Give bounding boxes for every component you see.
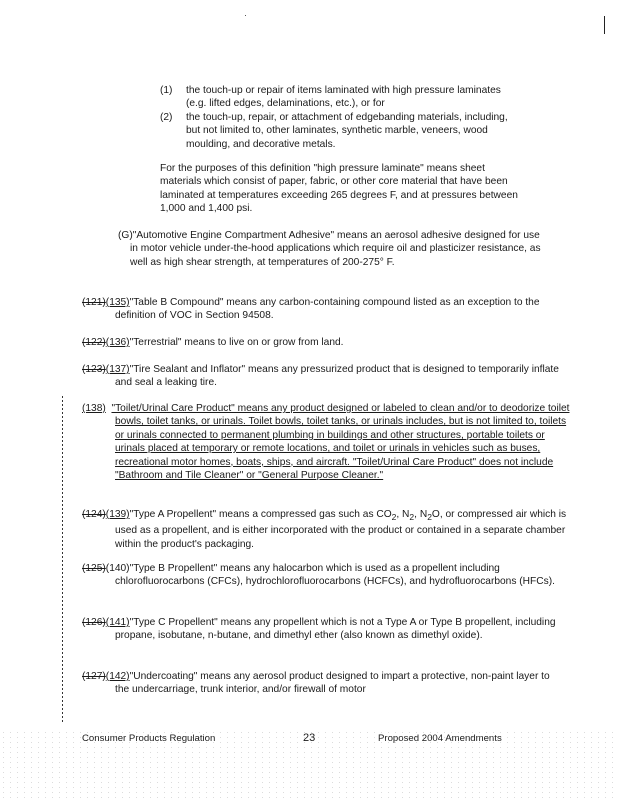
margin-mark [604,16,605,34]
definition-text: "Type C Propellent" means any propellent which is not a Type A or Type B propellent, including propane, isobutane, n-butane, and dimethyl ether (also known as dimethyl oxide). [115,617,556,642]
definition-text: "Undercoating" means any aerosol product designed to impart a protective, non-paint layer to the undercarriage, trunk interior, and/or firewall of motor [115,671,550,696]
deleted-number: (125) [82,563,106,574]
inserted-number: (137) [105,364,130,375]
definition-141 [82,616,563,643]
scan-noise [0,730,619,800]
deleted-number: (123) [82,364,106,375]
page-number: 23 [303,732,316,744]
definition-text: "Tire Sealant and Inflator" means any pressurized product that is designed to temporarily inflate and seal a leaking tire. [115,364,559,389]
definition-text: "Table B Compound" means any carbon-containing compound listed as an exception to the definition of VOC in Section 94508. [115,297,540,322]
definition-139 [82,508,571,551]
list-item [160,84,520,111]
subscript: 2 [409,512,415,523]
definition-text: , N [396,509,410,520]
new-number: (140) [105,563,130,574]
definition-140 [82,562,563,589]
definition-135 [82,296,563,323]
inserted-number: (135) [105,297,130,308]
inserted-number: (136) [105,337,130,348]
definition-text: "Type A Propellent" means a compressed gas such as CO [129,509,392,520]
list-item-text: the touch-up, repair, or attachment of edgebanding materials, including, but not limited to, other laminates, synthetic marble, veneers, wood moulding, and decorative metals. [186,111,508,150]
deleted-number: (124) [82,509,106,520]
definition-text: , N [414,509,428,520]
list-item-number: (2) [160,111,173,123]
scan-speck [245,15,246,16]
deleted-number: (121) [82,297,106,308]
footer-left: Consumer Products Regulation [82,733,216,744]
hpl-definition: For the purposes of this definition "high pressure laminate" means sheet materials which consist of paper, fabric, or other core material that have been laminated at temperatures exceeding 265 degrees F, and at pressures between 1,000 and 1,400 psi. [160,163,518,215]
inserted-number: (141) [105,617,130,628]
definition-137 [82,363,571,390]
deleted-number: (126) [82,617,106,628]
deleted-number: (122) [82,337,106,348]
subscript: 2 [391,512,397,523]
inserted-definition-text: "Toilet/Urinal Care Product" means any product designed or labeled to clean and/or to deodorize toilet bowls, toilet tanks, or urinals. Toilet bowls, toilet tanks, or urinals includes, but is not limited to, toilets or urinals connected to permanent plumbing in buildings and other structures, portable toilets or urinals placed at temporary or remote locations, and toilet or urinals in vehicles such as buses, recreational motor homes, boats, ships, and aircraft. "Toilet/Urinal Care Product" does not include "Bathroom and Tile Cleaner" or "General Purpose Cleaner." [111,403,570,482]
definition-text: "Terrestrial" means to live on or grow from land. [129,337,344,348]
list-item-number: (1) [160,85,173,96]
definition-136 [82,336,563,349]
item-g-paragraph: (G)"Automotive Engine Compartment Adhesive" means an aerosol adhesive designed for use in motor vehicle under-the-hood applications which require oil and plasticizer resistance, as well as high shear strength, at temperatures of 200-275° F. [118,230,541,268]
definition-138 [82,402,571,482]
deleted-number: (127) [82,671,106,682]
definition-142 [82,670,563,697]
subscript: 2 [427,512,432,523]
sublist [160,84,520,151]
inserted-number: (142) [105,671,130,682]
definition-text: "Type B Propellent" means any halocarbon which is used as a propellent including chlorofluorocarbons (CFCs), hydrochlorofluorocarbons (HCFCs), and hydrofluorocarbons (HFCs). [115,563,555,588]
footer-right: Proposed 2004 Amendments [378,733,502,744]
definition-text: O, or compressed air which is used as a propellent, and is either incorporated with the product or contained in a separate chamber within the product's packaging. [115,509,567,550]
inserted-number: (138) [82,403,106,414]
inserted-number: (139) [105,509,130,520]
revision-change-bar [62,396,63,722]
list-item [160,111,520,151]
list-item-text: the touch-up or repair of items laminated with high pressure laminates (e.g. lifted edges, delaminations, etc.), or for [186,85,501,110]
